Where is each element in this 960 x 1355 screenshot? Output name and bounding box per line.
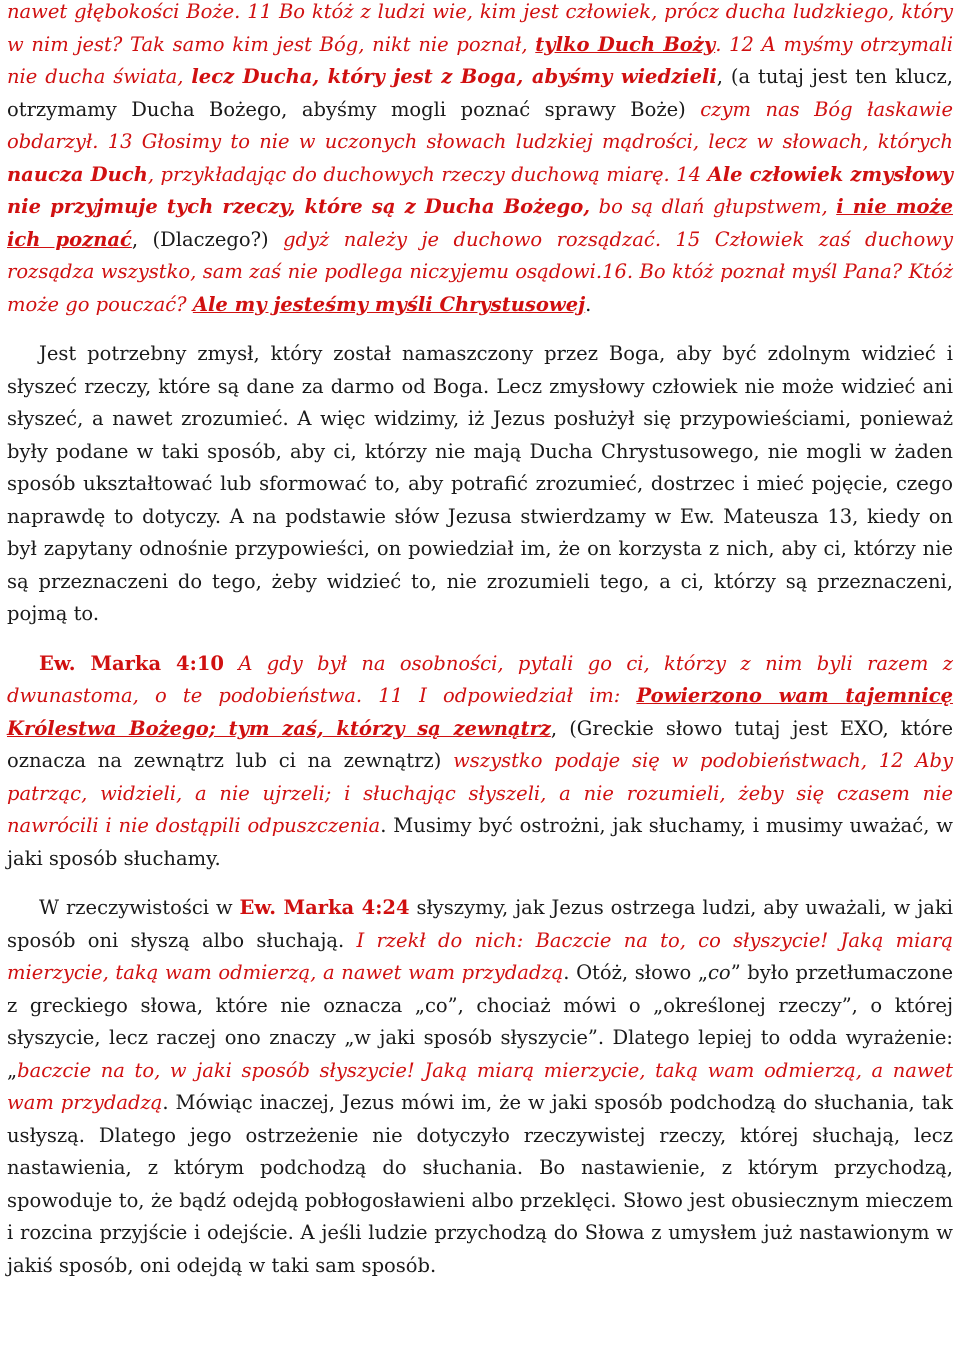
scripture-passage-paragraph: [7, 0, 953, 321]
commentary-segment: W rzeczywistości w: [39, 896, 240, 919]
quote-segment: A gdy był na osobności, pytali go ci, którzy z nim byli razem z dwunastoma, o te podobieństwa. 11 I odpowiedział im:: [7, 651, 953, 707]
quote-segment: baczcie na to, w jaki sposób słyszycie! Jaką miarą mierzycie, taką wam odmierzą, a nawet wam przydadzą: [7, 1058, 953, 1114]
quote-segment: czym nas Bóg łaskawie obdarzył. 13 Głosimy to nie w uczonych słowach ludzkiej mądrości, lecz w słowach, których: [7, 97, 953, 153]
quote-segment: bo są dlań głupstwem,: [590, 195, 837, 218]
emphasis-segment: tylko Duch Boży: [535, 32, 716, 56]
quote-segment: , przykładając do duchowych rzeczy duchową miarę. 14: [147, 162, 708, 186]
commentary-segment: , (a tutaj jest ten klucz, otrzymamy Ducha Bożego, abyśmy mogli poznać sprawy Boże): [7, 65, 953, 121]
commentary-segment: ” było przetłumaczone z greckiego słowa, które nie oznacza „co”, chociaż mówi o „określonej rzeczy”, o której słyszycie, lecz raczej ono znaczy „w jaki sposób słyszycie”. Dlatego lepiej to odda wyrażenie: „: [7, 961, 954, 1082]
commentary-paragraph: Jest potrzebny zmysł, który został namaszczony przez Boga, aby być zdolnym widzieć i słyszeć rzeczy, które są dane za darmo od Boga. Lecz zmysłowy człowiek nie może widzieć ani słyszeć, a nawet zrozumieć. A więc widzimy, iż Jezus posłużył się przypowieściami, ponieważ były podane w taki sposób, aby ci, którzy nie mają Ducha Chrystusowego, nie mogli w żaden sposób ukształtować lub sformować to, aby potrafić zrozumieć, dostrzec i mieć pojęcie, czego naprawdę to dotyczy. A na podstawie słów Jezusa stwierdzamy w Ew. Mateusza 13, kiedy on był zapytany odnośnie przypowieści, on powiedział im, że on korzysta z nich, aby ci, którzy nie są przeznaczeni do tego, żeby widzieć to, nie zrozumieli tego, a ci, którzy są przeznaczeni, pojmą to.: [7, 342, 953, 625]
commentary-segment: , (Greckie słowo tutaj jest EXO, które oznacza na zewnątrz lub ci na zewnątrz): [7, 716, 954, 772]
scripture-reference: Ew. Marka 4:10: [39, 651, 224, 675]
commentary-segment: . Musimy być ostrożni, jak słuchamy, i musimy uważać, w jaki sposób słuchamy.: [7, 814, 953, 870]
scripture-commentary-paragraph: [7, 648, 953, 876]
emphasis-segment: Ale człowiek zmysłowy nie przyjmuje tych rzeczy, które są z Ducha Bożego,: [7, 162, 954, 218]
quote-segment: wszystko podaje się w podobieństwach, 12 Aby patrząc, widzieli, a nie ujrzeli; i słuchając słyszeli, a nie rozumieli, żeby się czasem nie nawrócili i nie dostąpili odpuszczenia: [7, 749, 954, 837]
commentary-segment: .: [585, 292, 592, 316]
quote-segment: nawet głębokości Boże. 11 Bo któż z ludzi wie, kim jest człowiek, prócz ducha ludzkiego, który w nim jest? Tak samo kim jest Bóg, nikt nie poznał,: [7, 0, 953, 56]
quote-segment: I rzekł do nich: Baczcie na to, co słyszycie! Jaką miarą mierzycie, taką wam odmierzą, a nawet wam przydadzą: [7, 928, 953, 984]
commentary-segment: słyszymy, jak Jezus ostrzega ludzi, aby uważali, w jaki sposób oni słyszą albo słuchają.: [7, 896, 953, 952]
emphasis-segment: i nie może ich poznać: [7, 195, 953, 251]
quote-segment: gdyż należy je duchowo rozsądzać. 15 Człowiek zaś duchowy rozsądza wszystko, sam zaś nie podlega niczyjemu osądowi.16. Bo któż poznał myśl Pana? Któż może go pouczać?: [7, 227, 953, 316]
commentary-segment: . Otóż, słowo „: [563, 961, 709, 984]
emphasis-segment: lecz Ducha, który jest z Boga, abyśmy wiedzieli: [191, 65, 717, 88]
scripture-reference: Ew. Marka 4:24: [239, 896, 410, 919]
quote-segment: . 12 A myśmy otrzymali nie ducha świata,: [7, 32, 953, 88]
commentary-segment: , (Dlaczego?): [131, 227, 284, 251]
commentary-segment: . Mówiąc inaczej, Jezus mówi im, że w jaki sposób podchodzą do słuchania, tak usłyszą. Dlatego jego ostrzeżenie nie dotyczyło rzeczywistej rzeczy, której słuchają, lecz nastawienia, z którym podchodzą do słuchania. Bo nastawienie, z którym przychodzą, spowoduje to, że bądź odejdą pobłogosławieni albo przeklęci. Słowo jest obusiecznym mieczem i rozcina przyjście i odejście. A jeśli ludzie przychodzą do Słowa z umysłem już nastawionym w jakiś sposób, oni odejdą w taki sam sposób.: [7, 1091, 953, 1277]
quoted-word: co: [708, 961, 731, 984]
emphasis-segment: Ale my jesteśmy myśli Chrystusowej: [192, 292, 586, 316]
scripture-commentary-paragraph: [7, 892, 953, 1282]
emphasis-segment: naucza Duch: [7, 162, 148, 186]
document-page: [7, 0, 953, 1282]
emphasis-segment: Powierzono wam tajemnicę Królestwa Bożego; tym zaś, którzy są zewnątrz: [7, 684, 953, 740]
